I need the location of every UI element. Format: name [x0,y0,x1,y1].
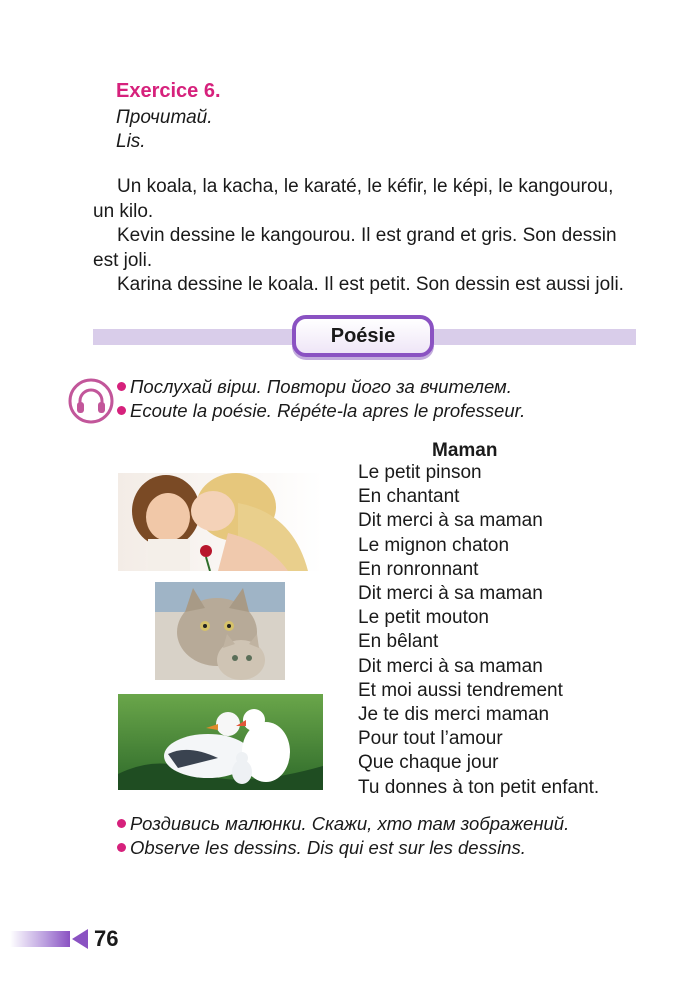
instruction-ukrainian: Прочитай. [116,107,213,128]
poem-line: Le petit mouton [358,607,489,629]
bullet-dot [117,382,126,391]
reading-paragraph: Kevin dessine le kangourou. Il est grand et gris. Son dessin est joli. [93,225,617,271]
headphones-icon [68,378,114,424]
poem-line: Que chaque jour [358,752,499,774]
cats-photo [155,582,285,680]
poem-line: Dit merci à sa maman [358,655,543,677]
reading-paragraph: Un koala, la kacha, le karaté, le kéfir, le képi, le kangourou, un kilo. [93,176,614,222]
mother-daughter-photo [118,473,323,571]
bullet-dot [117,843,126,852]
page-number-strip [10,931,70,947]
section-title-badge: Poésie [292,315,434,357]
bullet-dot [117,406,126,415]
poem-line: Tu donnes à ton petit enfant. [358,776,600,798]
poem-line: En chantant [358,486,460,508]
page-arrow-icon [72,929,88,949]
exercise-title: Exercice 6. [116,80,221,102]
poem-line: Le mignon chaton [358,534,510,556]
birds-photo [118,694,323,790]
poem-line: Je te dis merci maman [358,704,550,726]
poem-line: Dit merci à sa maman [358,510,543,532]
listen-instruction-ukrainian: Послухай вірш. Повтори його за вчителем. [117,376,512,398]
poem-line: Le petit pinson [358,462,482,483]
poem-line: En ronronnant [358,558,479,580]
reading-text [93,175,638,298]
observe-instruction-french: Observe les dessins. Dis qui est sur les dessins. [117,837,526,859]
instruction-french: Lis. [116,131,146,152]
poem-title: Maman [432,440,498,461]
reading-paragraph: Karina dessine le koala. Il est petit. Son dessin est aussi joli. [117,274,624,295]
listen-instruction-french: Ecoute la poésie. Répéte-la apres le professeur. [117,400,525,422]
poem-line: Et moi aussi tendrement [358,679,563,701]
poem-line: En bêlant [358,631,439,653]
observe-instruction-ukrainian: Роздивись малюнки. Скажи, хто там зображений. [117,813,569,835]
poem-line: Pour tout l’amour [358,728,503,750]
page-number: 76 [94,926,119,951]
poem-line: Dit merci à sa maman [358,583,543,605]
poem-lines [358,461,599,800]
bullet-dot [117,819,126,828]
